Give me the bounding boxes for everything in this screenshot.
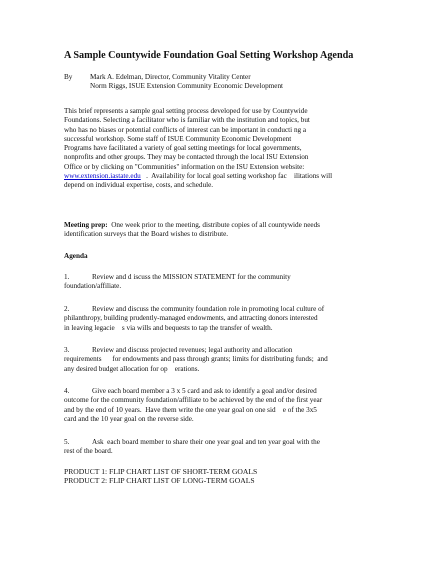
- text-line: card and the 10 year goal on the reverse side.: [64, 414, 194, 423]
- text-line: Foundations. Selecting a facilitator who is familiar with the institution and topics, but: [64, 116, 310, 125]
- item-number: 2.: [64, 305, 70, 313]
- text-line: in leaving legacie s via wills and bequests to tap the transfer of wealth.: [64, 323, 273, 332]
- text-span: Review and discuss the community foundation role in promoting local culture of: [92, 305, 325, 313]
- text-line: [64, 387, 394, 396]
- text-line: foundation/affiliate.: [64, 282, 122, 291]
- agenda-item-2: [64, 305, 394, 333]
- product-line: PRODUCT 1: FLIP CHART LIST OF SHORT-TERM GOALS: [64, 467, 258, 476]
- text-line: identification surveys that the Board wishes to distribute.: [64, 230, 229, 239]
- text-line: [64, 305, 394, 314]
- text-span: Ask each board member to share their one year goal and ten year goal with the: [92, 438, 320, 446]
- by-label: By: [64, 73, 73, 81]
- text-line: depend on individual expertise, costs, and schedule.: [64, 181, 214, 190]
- text-line: [64, 221, 394, 230]
- text-span: Review and discuss projected revenues; legal authority and allocation: [92, 346, 293, 354]
- agenda-item-1: [64, 273, 394, 292]
- text-line: rest of the board.: [64, 447, 113, 456]
- agenda-item-5: [64, 438, 394, 457]
- intro-paragraph: [64, 107, 394, 191]
- text-line: requirements for endowments and pass through grants; limits for distributing funds; and: [64, 355, 328, 364]
- product-line: PRODUCT 2: FLIP CHART LIST OF LONG-TERM GOALS: [64, 476, 255, 486]
- agenda-item-4: [64, 387, 394, 424]
- text-line: successful workshop. Some staff of ISUE Community Economic Development: [64, 134, 292, 143]
- text-line: [64, 172, 394, 181]
- agenda-item-3: [64, 346, 394, 374]
- author-list: [90, 73, 283, 92]
- text-span: . Availability for local goal setting workshop fac ilitations will: [140, 172, 333, 181]
- meeting-prep-label: Meeting prep:: [64, 221, 108, 229]
- text-line: [64, 346, 394, 355]
- meeting-prep-paragraph: [64, 221, 394, 240]
- extension-website-link[interactable]: www.extension.iastate.edu: [64, 172, 141, 181]
- text-line: [64, 273, 394, 282]
- author-line: Mark A. Edelman, Director, Community Vitality Center: [90, 73, 251, 81]
- text-line: who has no biases or potential conflicts of interest can be important in conducti ng a: [64, 125, 307, 134]
- agenda-heading: Agenda: [64, 252, 88, 260]
- text-line: Programs have facilitated a variety of goal setting meetings for local governments,: [64, 144, 302, 153]
- products-list: [64, 467, 394, 486]
- item-number: 3.: [64, 346, 70, 354]
- text-line: philanthropy, building prudently-managed endowments, and attracting donors interested: [64, 314, 318, 323]
- item-number: 4.: [64, 387, 70, 395]
- text-span: One week prior to the meeting, distribute copies of all countywide needs: [107, 221, 320, 229]
- text-line: This brief represents a sample goal setting process developed for use by Countywide: [64, 107, 308, 115]
- text-span: Give each board member a 3 x 5 card and ask to identify a goal and/or desired: [92, 387, 317, 395]
- text-line: nonprofits and other groups. They may be contacted through the local ISU Extension: [64, 153, 309, 162]
- author-line: Norm Riggs, ISUE Extension Community Economic Development: [90, 82, 284, 91]
- text-line: Office or by clicking on "Communities" information on the ISU Extension website:: [64, 162, 305, 171]
- item-number: 1.: [64, 273, 70, 281]
- text-line: and by the end of 10 years. Have them write the one year goal on one sid e of the 3x5: [64, 405, 317, 414]
- item-number: 5.: [64, 438, 70, 446]
- text-line: any desired budget allocation for op erations.: [64, 364, 200, 373]
- text-span: Review and d iscuss the MISSION STATEMENT for the community: [92, 273, 291, 281]
- document-title: A Sample Countywide Foundation Goal Setting Workshop Agenda: [64, 50, 354, 61]
- text-line: [64, 438, 394, 447]
- text-line: outcome for the community foundation/affiliate to be achieved by the end of the first year: [64, 396, 323, 405]
